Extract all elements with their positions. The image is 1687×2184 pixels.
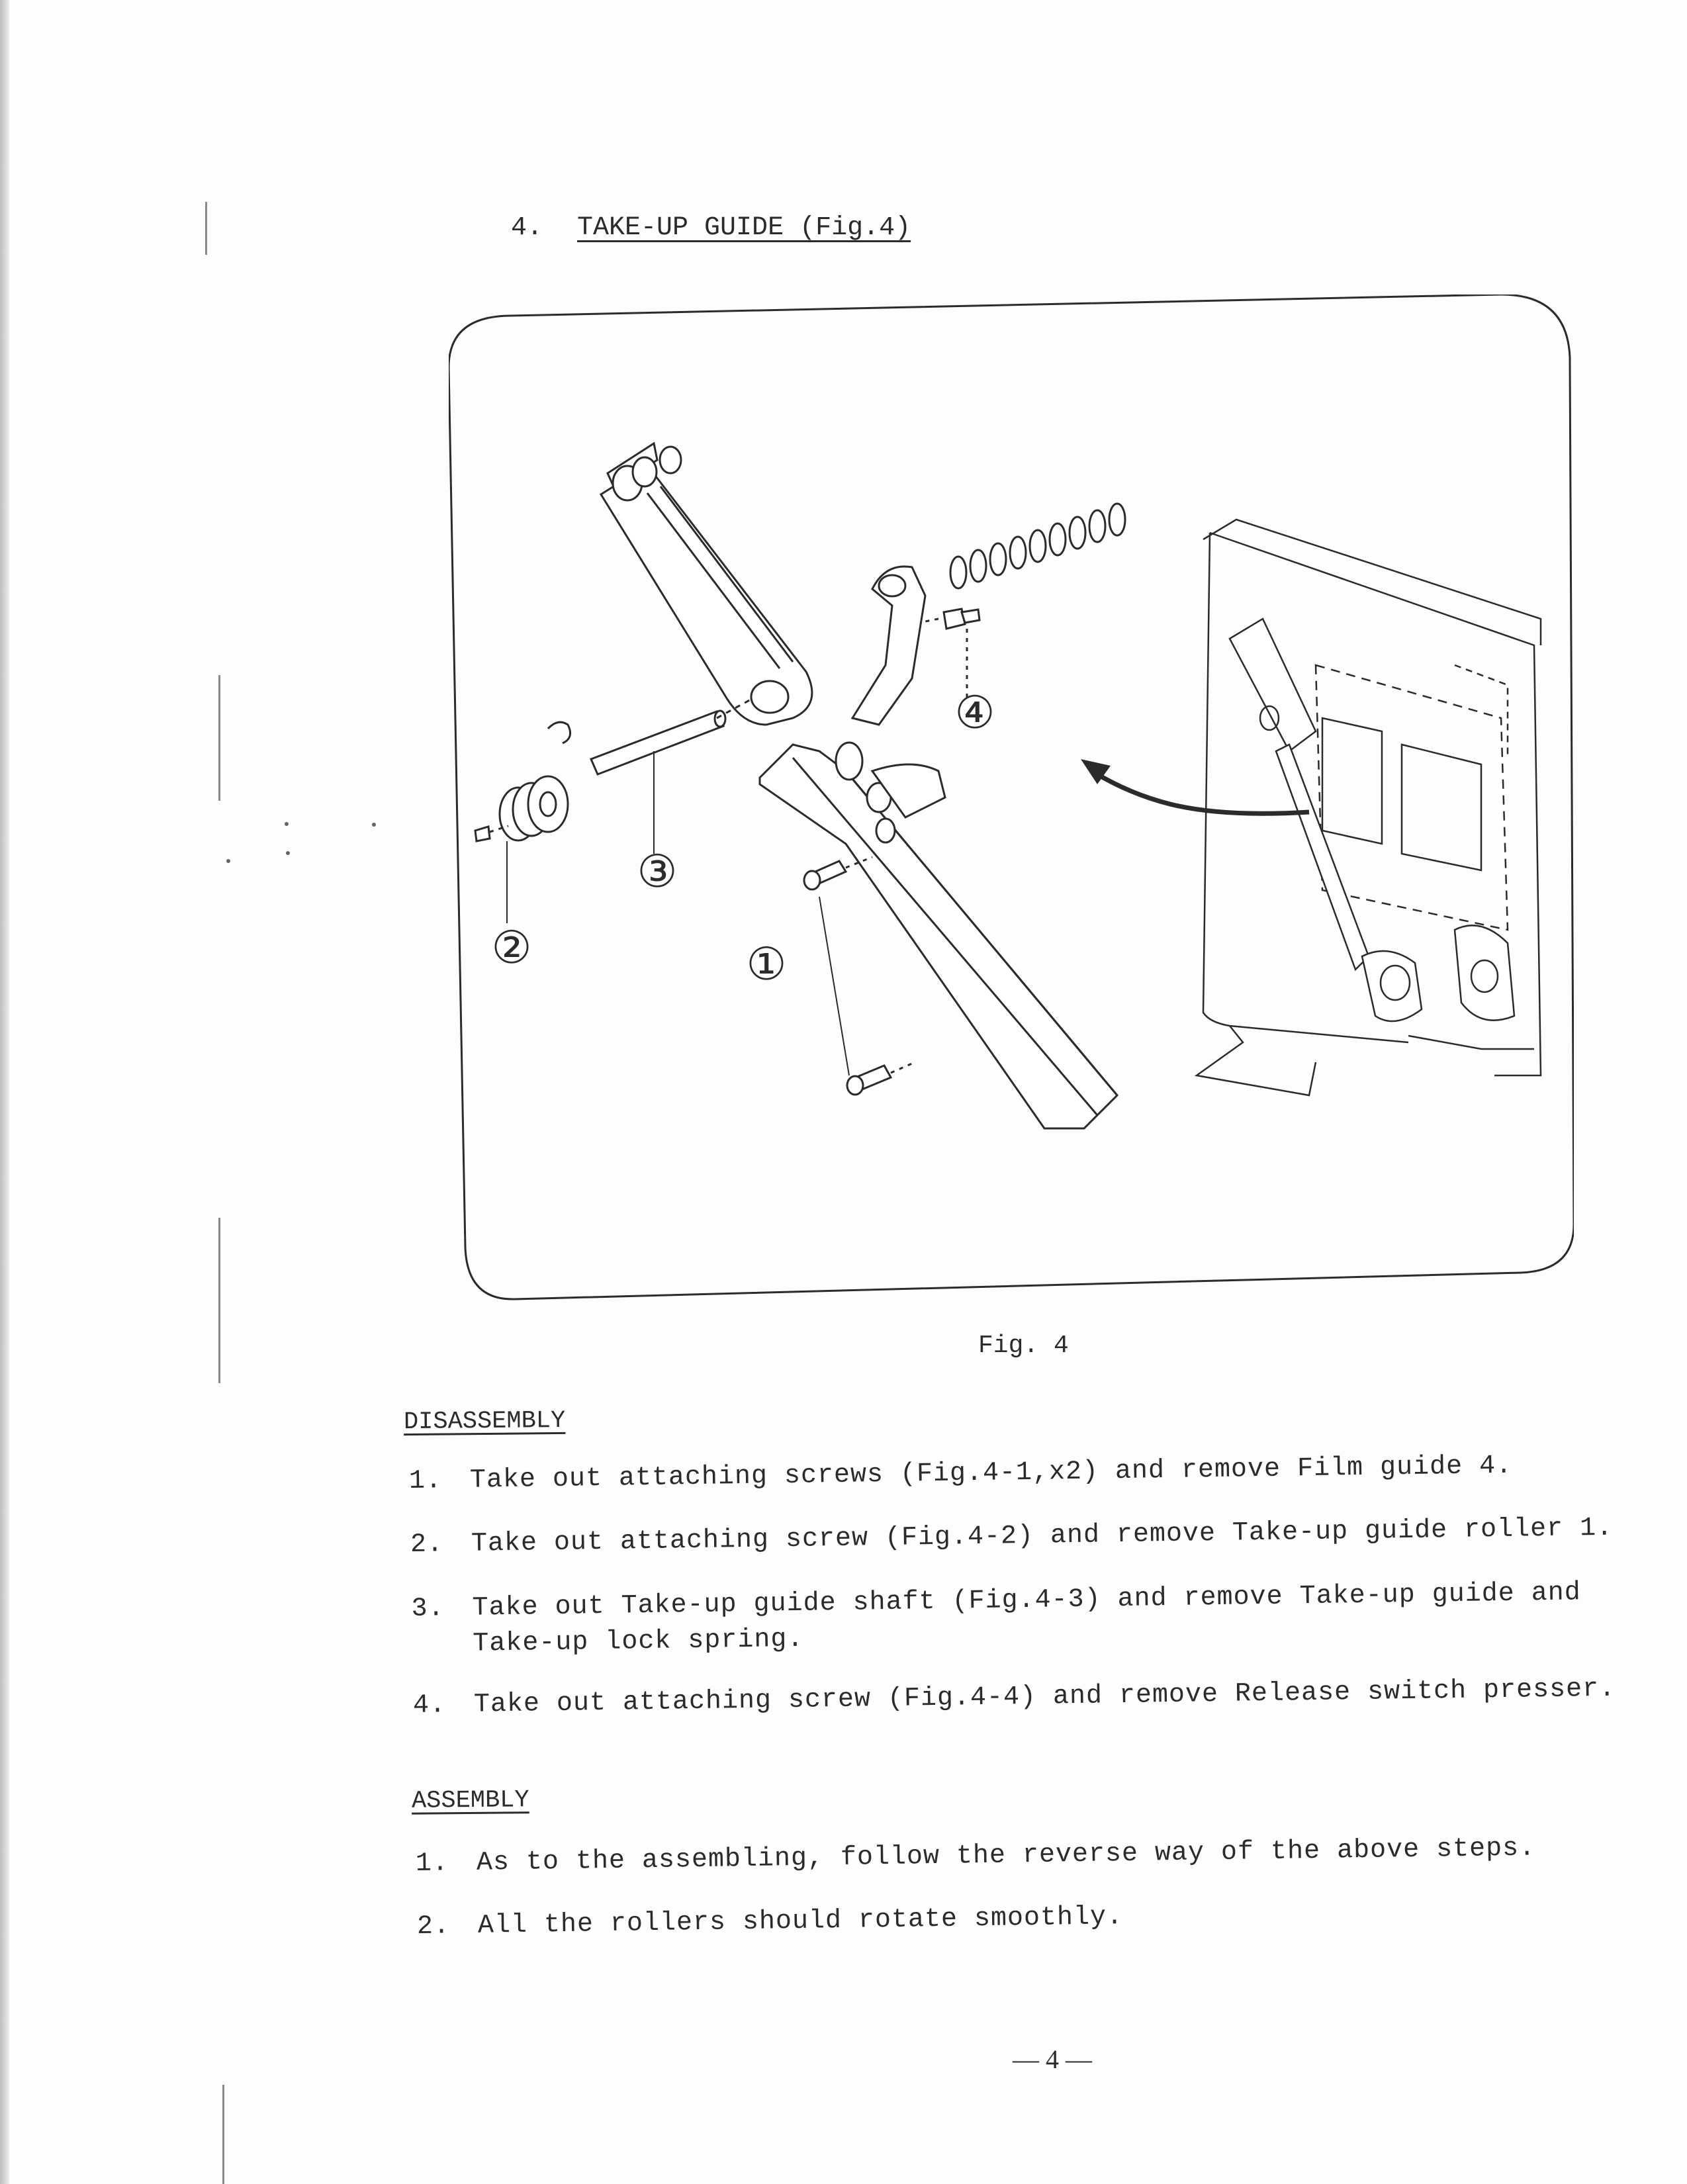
margin-mark (205, 202, 207, 255)
figure-illustration (449, 295, 1574, 1300)
step-number: 1. (408, 1466, 443, 1496)
film-guide (760, 743, 1117, 1128)
callout-4: ④ (954, 687, 995, 739)
step-number: 2. (410, 1529, 444, 1560)
callout-2: ② (491, 922, 532, 974)
step-text: All the rollers should rotate smoothly. (477, 1902, 1124, 1941)
step-text: Take out Take-up guide shaft (Fig.4-3) and remove Take-up guide and (472, 1578, 1582, 1623)
step-number: 2. (416, 1911, 451, 1942)
scan-speck (286, 851, 290, 855)
scan-speck (285, 822, 289, 826)
scan-speck (372, 823, 376, 827)
step-number: 3. (411, 1594, 445, 1625)
section-title: TAKE-UP GUIDE (Fig.4) (577, 213, 911, 243)
leader-lines (507, 751, 654, 923)
step-text: Take out attaching screws (Fig.4-1,x2) and remove Film guide 4. (469, 1451, 1513, 1496)
callout-1: ① (746, 938, 787, 991)
margin-mark (218, 1218, 220, 1383)
assembly-step (417, 1899, 1124, 1945)
take-up-guide-arm (601, 443, 812, 725)
disassembly-step (410, 1511, 1614, 1563)
removal-arrow (1081, 759, 1309, 813)
step-text-continued: Take-up lock spring. (473, 1624, 804, 1659)
scan-edge (0, 0, 9, 2184)
step-text: Take out attaching screw (Fig.4-4) and remove Release switch presser. (473, 1674, 1616, 1720)
take-up-guide-shaft (548, 698, 753, 774)
release-switch-presser (852, 567, 925, 725)
screw-4 (922, 609, 980, 698)
step-number: 1. (415, 1848, 449, 1879)
step-text: As to the assembling, follow the reverse way of the above steps. (476, 1833, 1536, 1878)
step-text: Take out attaching screw (Fig.4-2) and remove Take-up guide roller 1. (471, 1513, 1614, 1559)
section-number: 4. (511, 213, 543, 243)
page-number: — 4 — (1013, 2044, 1092, 2074)
margin-mark (222, 2085, 224, 2184)
machine-context-view (1197, 520, 1541, 1095)
margin-mark (218, 675, 220, 801)
disassembly-step (411, 1575, 1582, 1663)
scan-speck (226, 859, 230, 863)
assembly-step (416, 1831, 1536, 1882)
figure-caption: Fig. 4 (978, 1332, 1069, 1360)
disassembly-step (413, 1672, 1616, 1724)
callout-3: ③ (637, 846, 678, 898)
step-number: 4. (412, 1690, 447, 1721)
assembly-heading: ASSEMBLY (411, 1786, 529, 1815)
take-up-guide-roller (475, 776, 568, 841)
section-heading (511, 213, 911, 243)
disassembly-heading: DISASSEMBLY (403, 1406, 566, 1437)
take-up-lock-spring (950, 504, 1125, 588)
figure-border (449, 295, 1574, 1299)
disassembly-step (409, 1449, 1513, 1500)
